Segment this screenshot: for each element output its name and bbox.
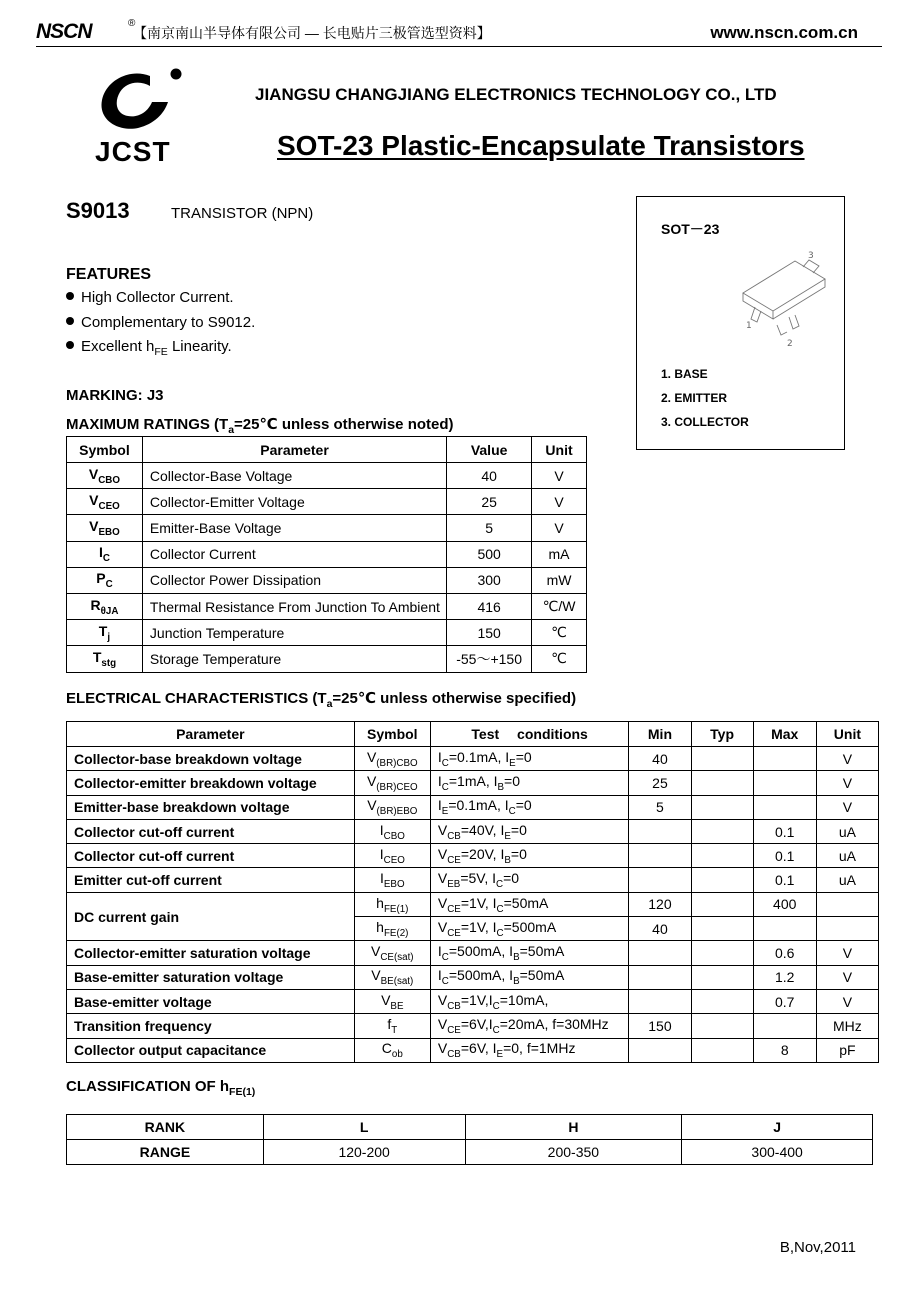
column-header: Symbol [67, 437, 143, 463]
table-row [67, 868, 879, 892]
symbol-cell: $I_C$ [67, 541, 143, 567]
parameter-cell: Collector-base breakdown voltage [67, 747, 355, 771]
table-row [67, 795, 879, 819]
unit-cell: V [816, 771, 878, 795]
max-ratings-table [66, 436, 587, 673]
value-cell: 500 [447, 541, 532, 567]
bullet-icon [66, 341, 74, 349]
parameter-cell: Collector cut-off current [67, 819, 355, 843]
table-row [67, 515, 587, 541]
table-row [67, 541, 587, 567]
test-condition-cell: $V_{CE}=1V$, $I_C=500mA$ [430, 917, 628, 941]
sot23-package-icon [733, 245, 843, 350]
parameter-cell: Collector-Emitter Voltage [142, 489, 446, 515]
max-cell: 0.1 [753, 868, 816, 892]
test-condition-cell: $I_C=1mA$, $I_B=0$ [430, 771, 628, 795]
min-cell [629, 819, 691, 843]
column-header: Typ [691, 722, 753, 747]
symbol-cell: $I_{CEO}$ [354, 844, 430, 868]
table-row [67, 747, 879, 771]
unit-cell: V [532, 515, 587, 541]
symbol-cell: $h_{FE(2)}$ [354, 917, 430, 941]
table-row [67, 892, 879, 916]
revision-date: B,Nov,2011 [779, 1239, 856, 1256]
parameter-cell: Storage Temperature [142, 646, 446, 672]
unit-cell: uA [816, 868, 878, 892]
max-cell: 0.1 [753, 844, 816, 868]
column-header: Min [629, 722, 691, 747]
unit-cell [816, 892, 878, 916]
max-cell: 8 [753, 1038, 816, 1062]
pin-number-label: 3 [808, 251, 814, 261]
parameter-cell: Emitter-Base Voltage [142, 515, 446, 541]
rank-label: RANK [67, 1115, 264, 1140]
table-row [67, 941, 879, 965]
max-cell: 1.2 [753, 965, 816, 989]
typ-cell [691, 819, 753, 843]
max-cell [753, 1014, 816, 1038]
pin-number-label: 2 [787, 339, 793, 349]
unit-cell: V [532, 463, 587, 489]
symbol-cell: $V_{(BR)EBO}$ [354, 795, 430, 819]
symbol-cell: $V_{BE(sat)}$ [354, 965, 430, 989]
min-cell [629, 941, 691, 965]
symbol-cell: $I_{CBO}$ [354, 819, 430, 843]
symbol-cell: $V_{CE(sat)}$ [354, 941, 430, 965]
table-row [67, 771, 879, 795]
test-condition-cell: $I_E=0.1mA$, $I_C=0$ [430, 795, 628, 819]
parameter-cell: Emitter cut-off current [67, 868, 355, 892]
symbol-cell: $T_{stg}$ [67, 646, 143, 672]
table-row [67, 844, 879, 868]
symbol-cell: $T_j$ [67, 620, 143, 646]
marking-code: MARKING: J3 [66, 387, 164, 404]
test-condition-cell: $V_{CB}=40V$, $I_E=0$ [430, 819, 628, 843]
value-cell: 5 [447, 515, 532, 541]
unit-cell: pF [816, 1038, 878, 1062]
max-cell [753, 747, 816, 771]
typ-cell [691, 892, 753, 916]
table-row [67, 463, 587, 489]
parameter-cell: Base-emitter voltage [67, 989, 355, 1013]
range-label: RANGE [67, 1140, 264, 1165]
min-cell: 40 [629, 917, 691, 941]
column-header: Test conditions [430, 722, 628, 747]
table-header-row [67, 437, 587, 463]
unit-cell: ℃/W [532, 593, 587, 619]
part-description: TRANSISTOR (NPN) [171, 205, 314, 222]
test-condition-cell: $V_{CE}=6V,I_C=20mA$, f=30MHz [430, 1014, 628, 1038]
symbol-cell: $I_{EBO}$ [354, 868, 430, 892]
part-number: S9013 [66, 198, 130, 223]
unit-cell: MHz [816, 1014, 878, 1038]
page-title: SOT-23 Plastic-Encapsulate Transistors [277, 130, 805, 161]
rank-cell: L [263, 1115, 465, 1140]
typ-cell [691, 965, 753, 989]
header-divider [36, 46, 882, 47]
symbol-cell: $V_{CBO}$ [67, 463, 143, 489]
max-ratings-heading: MAXIMUM RATINGS ($T_a=25℃$ unless otherwise noted) [66, 416, 454, 436]
feature-item: High Collector Current. [66, 289, 234, 306]
range-cell: 120-200 [263, 1140, 465, 1165]
pin-label-emitter: 2. EMITTER [661, 391, 728, 405]
nscn-logo: NSCN [36, 20, 92, 43]
table-row [67, 646, 587, 672]
value-cell: 25 [447, 489, 532, 515]
jcst-logo-text: JCST [95, 136, 171, 167]
unit-cell: V [532, 489, 587, 515]
typ-cell [691, 1038, 753, 1062]
feature-item: Excellent $h_{FE}$ Linearity. [66, 338, 232, 358]
max-cell [753, 917, 816, 941]
column-header: Unit [816, 722, 878, 747]
column-header: Unit [532, 437, 587, 463]
table-row [67, 989, 879, 1013]
max-cell: 0.1 [753, 819, 816, 843]
parameter-cell: DC current gain [67, 892, 355, 941]
symbol-cell: $R_{\theta JA}$ [67, 593, 143, 619]
table-row [67, 819, 879, 843]
parameter-cell: Collector Current [142, 541, 446, 567]
max-cell: 0.7 [753, 989, 816, 1013]
min-cell: 40 [629, 747, 691, 771]
range-row [67, 1140, 873, 1165]
typ-cell [691, 868, 753, 892]
symbol-cell: $P_C$ [67, 567, 143, 593]
value-cell: 40 [447, 463, 532, 489]
symbol-cell: $V_{CEO}$ [67, 489, 143, 515]
parameter-cell: Collector-emitter saturation voltage [67, 941, 355, 965]
features-heading: FEATURES [66, 266, 152, 283]
value-cell: 300 [447, 567, 532, 593]
test-condition-cell: $V_{CB}=1V,I_C=10mA$, [430, 989, 628, 1013]
min-cell [629, 965, 691, 989]
header-url[interactable]: www.nscn.com.cn [710, 23, 858, 42]
unit-cell [816, 917, 878, 941]
test-condition-cell: $V_{CE}=1V$, $I_C=50mA$ [430, 892, 628, 916]
classification-heading: CLASSIFICATION OF $h_{FE(1)}$ [66, 1078, 256, 1098]
bullet-icon [66, 292, 74, 300]
symbol-cell: $V_{(BR)CEO}$ [354, 771, 430, 795]
max-cell [753, 771, 816, 795]
typ-cell [691, 844, 753, 868]
typ-cell [691, 771, 753, 795]
min-cell [629, 989, 691, 1013]
pin-label-base: 1. BASE [661, 367, 708, 381]
parameter-cell: Junction Temperature [142, 620, 446, 646]
rank-cell: H [465, 1115, 682, 1140]
electrical-characteristics-heading: ELECTRICAL CHARACTERISTICS ($T_a=25℃$ unless otherwise specified) [66, 690, 577, 710]
parameter-cell: Collector Power Dissipation [142, 567, 446, 593]
table-row [67, 567, 587, 593]
unit-cell: ℃ [532, 646, 587, 672]
feature-item: Complementary to S9012. [66, 314, 255, 331]
min-cell [629, 868, 691, 892]
test-condition-cell: $I_C=0.1mA$, $I_E=0$ [430, 747, 628, 771]
symbol-cell: $C_{ob}$ [354, 1038, 430, 1062]
parameter-cell: Base-emitter saturation voltage [67, 965, 355, 989]
max-cell: 0.6 [753, 941, 816, 965]
parameter-cell: Collector-emitter breakdown voltage [67, 771, 355, 795]
table-row [67, 593, 587, 619]
typ-cell [691, 989, 753, 1013]
test-condition-cell: $I_C=500mA$, $I_B=50mA$ [430, 965, 628, 989]
test-condition-cell: $I_C=500mA$, $I_B=50mA$ [430, 941, 628, 965]
pin-label-collector: 3. COLLECTOR [661, 415, 749, 429]
unit-cell: V [816, 747, 878, 771]
parameter-cell: Collector cut-off current [67, 844, 355, 868]
unit-cell: mW [532, 567, 587, 593]
column-header: Symbol [354, 722, 430, 747]
unit-cell: ℃ [532, 620, 587, 646]
table-row [67, 1014, 879, 1038]
symbol-cell: $V_{EBO}$ [67, 515, 143, 541]
column-header: Parameter [67, 722, 355, 747]
value-cell: 416 [447, 593, 532, 619]
value-cell: 150 [447, 620, 532, 646]
classification-table [66, 1114, 873, 1165]
header-tagline: 【南京南山半导体有限公司 — 长电贴片三极管选型资料】 [133, 25, 491, 41]
symbol-cell: $V_{BE}$ [354, 989, 430, 1013]
min-cell [629, 844, 691, 868]
test-condition-cell: $V_{CE}=20V$, $I_B=0$ [430, 844, 628, 868]
registered-mark: ® [128, 18, 136, 29]
table-row [67, 489, 587, 515]
min-cell: 150 [629, 1014, 691, 1038]
min-cell: 25 [629, 771, 691, 795]
parameter-cell: Emitter-base breakdown voltage [67, 795, 355, 819]
parameter-cell: Collector output capacitance [67, 1038, 355, 1062]
typ-cell [691, 1014, 753, 1038]
max-cell [753, 795, 816, 819]
unit-cell: V [816, 989, 878, 1013]
typ-cell [691, 917, 753, 941]
jcst-logo-icon [92, 62, 187, 140]
parameter-cell: Collector-Base Voltage [142, 463, 446, 489]
test-condition-cell: $V_{CB}=6V$, $I_E=0$, f=1MHz [430, 1038, 628, 1062]
column-header: Parameter [142, 437, 446, 463]
unit-cell: V [816, 965, 878, 989]
parameter-cell: Thermal Resistance From Junction To Ambient [142, 593, 446, 619]
test-condition-cell: $V_{EB}=5V$, $I_C=0$ [430, 868, 628, 892]
range-cell: 300-400 [682, 1140, 873, 1165]
parameter-cell: Transition frequency [67, 1014, 355, 1038]
column-header: Max [753, 722, 816, 747]
rank-row [67, 1115, 873, 1140]
min-cell: 120 [629, 892, 691, 916]
electrical-characteristics-table [66, 721, 879, 1063]
value-cell: -55～+150 [447, 646, 532, 672]
unit-cell: uA [816, 844, 878, 868]
pin-number-label: 1 [746, 321, 752, 331]
package-title: SOT－23 [661, 221, 720, 237]
symbol-cell: $f_T$ [354, 1014, 430, 1038]
rank-cell: J [682, 1115, 873, 1140]
unit-cell: V [816, 941, 878, 965]
unit-cell: mA [532, 541, 587, 567]
typ-cell [691, 941, 753, 965]
unit-cell: V [816, 795, 878, 819]
min-cell: 5 [629, 795, 691, 819]
min-cell [629, 1038, 691, 1062]
unit-cell: uA [816, 819, 878, 843]
symbol-cell: $V_{(BR)CBO}$ [354, 747, 430, 771]
bullet-icon [66, 317, 74, 325]
max-cell: 400 [753, 892, 816, 916]
typ-cell [691, 795, 753, 819]
table-row [67, 965, 879, 989]
typ-cell [691, 747, 753, 771]
table-row [67, 1038, 879, 1062]
column-header: Value [447, 437, 532, 463]
company-name: JIANGSU CHANGJIANG ELECTRONICS TECHNOLOGY CO., LTD [255, 85, 777, 104]
symbol-cell: $h_{FE(1)}$ [354, 892, 430, 916]
range-cell: 200-350 [465, 1140, 682, 1165]
package-box [636, 196, 845, 450]
table-header-row [67, 722, 879, 747]
table-row [67, 620, 587, 646]
